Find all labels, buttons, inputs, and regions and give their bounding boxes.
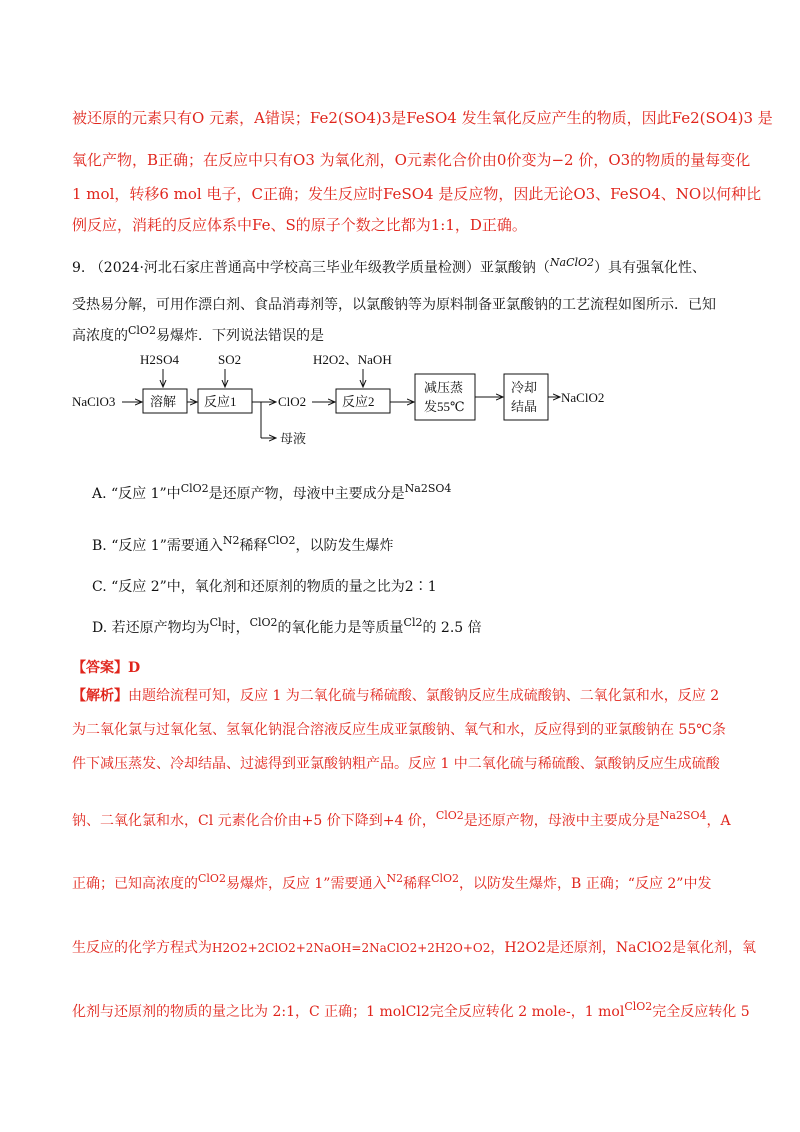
option-d-text-3: 的氧化能力是等质量: [277, 620, 404, 636]
question-text-tail: ）具有强氧化性、: [594, 260, 707, 276]
analysis-7b: 完全反应转化 5: [652, 1004, 750, 1020]
analysis-line-4: [72, 811, 732, 832]
analysis-6-equation: H2O2+2ClO2+2NaOH=2NaClO2+2H2O+O2: [212, 941, 491, 955]
prev-analysis-line-3: 1 mol，转移6 mol 电子，C正确；发生反应时FeSO4 是反应物，因此无论O3、FeSO4、NO以何种比: [72, 185, 762, 203]
option-c: [92, 577, 437, 597]
analysis-line-2: 为二氧化氯与过氧化氢、氢氧化钠混合溶液反应生成亚氯酸钠、氧气和水，反应得到的亚氯酸钠在 55℃条: [72, 722, 726, 738]
option-d-text: D. 若还原产物均为: [92, 620, 210, 636]
process-flow-diagram: [70, 352, 630, 448]
option-b-text-3: ，以防发生爆炸: [295, 538, 394, 554]
prev-analysis-line-4: 例反应，消耗的反应体系中Fe、S的原子个数之比都为1:1，D正确。: [72, 216, 527, 234]
flow-byproduct: 母液: [280, 431, 307, 446]
answer-value: D: [128, 660, 141, 676]
analysis-6a: 生反应的化学方程式为: [72, 940, 212, 956]
option-b-chem-2: ClO2: [267, 534, 296, 547]
option-a-chem-1: ClO2: [180, 482, 209, 495]
question-stem: 易爆炸．下列说法错误的是: [155, 328, 324, 344]
analysis-4-chem-1: ClO2: [435, 809, 464, 822]
analysis-line-5: [72, 874, 732, 895]
analysis-5-chem-2: N2: [386, 872, 404, 885]
analysis-5c: 稀释: [403, 876, 432, 892]
analysis-4b: 是还原产物，母液中主要成分是: [463, 813, 660, 829]
chem-clo2: ClO2: [128, 324, 156, 337]
question-line-1: [72, 258, 732, 279]
analysis-7a: 化剂与还原剂的物质的量之比为 2:1，C 正确；1 molCl2完全反应转化 2 mole-，1 mol: [72, 1004, 625, 1020]
answer-label: 【答案】: [72, 660, 128, 676]
box-evaporation-label-2: 发55℃: [424, 399, 465, 414]
box-evaporation-label-1: 减压蒸: [424, 380, 464, 395]
option-a-text: A. “反应 1”中: [92, 486, 181, 502]
analysis-line-6: [72, 938, 757, 958]
analysis-line-3: 件下减压蒸发、冷却结晶、过滤得到亚氯酸钠粗产品。反应 1 中二氧化硫与稀硫酸、氯酸钠反应生成硫酸: [72, 756, 720, 772]
answer-line: [72, 658, 732, 678]
prev-analysis-line-1: 被还原的元素只有O 元素，A错误；Fe2(SO4)3是FeSO4 发生氧化反应产生的物质，因此Fe2(SO4)3 是: [72, 109, 773, 127]
analysis-4-chem-2: Na2SO4: [659, 809, 707, 822]
flow-start: NaClO3: [72, 394, 116, 409]
question-line-3: [72, 326, 732, 347]
option-b-text: B. “反应 1”需要通入: [92, 538, 223, 554]
option-a-text-2: 是还原产物，母液中主要成分是: [208, 486, 405, 502]
input-h2so4: H2SO4: [140, 352, 180, 367]
question-text-prefix: 高浓度的: [72, 328, 128, 344]
question-line-2: 受热易分解，可用作漂白剂、食品消毒剂等，以氯酸钠等为原料制备亚氯酸钠的工艺流程如图所示．已知: [72, 297, 716, 313]
option-d: [92, 618, 482, 639]
option-b: [92, 536, 393, 557]
analysis-7-chem: ClO2: [624, 1000, 653, 1013]
analysis-5d: ，以防发生爆炸，B 正确；“反应 2”中发: [459, 876, 712, 892]
option-d-text-2: 时，: [221, 620, 250, 636]
analysis-5b: 易爆炸，反应 1”需要通入: [225, 876, 387, 892]
option-c-ratio: 2∶1: [404, 579, 437, 595]
option-a: [92, 484, 451, 505]
option-a-chem-2: Na2SO4: [404, 482, 452, 495]
analysis-5a: 正确；已知高浓度的: [72, 876, 198, 892]
input-h2o2-naoh: H2O2、NaOH: [313, 352, 392, 367]
option-b-chem-1: N2: [222, 534, 240, 547]
box-reaction-1-label: 反应1: [204, 394, 237, 409]
option-d-text-4: 的 2.5 倍: [422, 620, 482, 636]
box-crystallize-label-1: 冷却: [511, 380, 538, 395]
option-b-text-2: 稀释: [239, 538, 268, 554]
analysis-text-1: 由题给流程可知，反应 1 为二氧化硫与稀硫酸、氯酸钠反应生成硫酸钠、二氧化氯和水，反应 2: [128, 688, 720, 704]
input-so2: SO2: [218, 352, 242, 367]
box-crystallize-label-2: 结晶: [511, 399, 538, 414]
analysis-label: 【解析】: [72, 688, 128, 704]
chem-naclo2: NaClO2: [549, 256, 595, 269]
analysis-4a: 钠、二氧化氯和水，Cl 元素化合价由+5 价下降到+4 价，: [72, 813, 436, 829]
box-reaction-2-label: 反应2: [342, 394, 375, 409]
prev-analysis-line-2: 氧化产物，B正确；在反应中只有O3 为氧化剂，O元素化合价由0价变为−2 价，O3的物质的量每变化: [72, 151, 751, 169]
option-d-chem-1: Cl: [209, 616, 222, 629]
flow-mid: ClO2: [278, 394, 307, 409]
analysis-4c: ，A: [706, 813, 731, 829]
analysis-line-1: [72, 686, 732, 706]
box-dissolve-label: 溶解: [150, 394, 177, 409]
analysis-5-chem-1: ClO2: [198, 872, 226, 885]
analysis-6b: ，H2O2是还原剂，NaClO2是氧化剂，氧: [490, 940, 757, 956]
analysis-5-chem-3: ClO2: [431, 872, 460, 885]
option-c-text: C. “反应 2”中，氧化剂和还原剂的物质的量之比为: [92, 579, 405, 595]
option-d-chem-3: Cl2: [403, 616, 423, 629]
question-number: 9.: [72, 260, 86, 276]
flow-end: NaClO2: [561, 390, 605, 405]
option-d-chem-2: ClO2: [249, 616, 278, 629]
analysis-line-7: [72, 1000, 750, 1023]
question-source-text: （2024·河北石家庄普通高中学校高三毕业年级教学质量检测）亚氯酸钠（: [89, 260, 550, 276]
